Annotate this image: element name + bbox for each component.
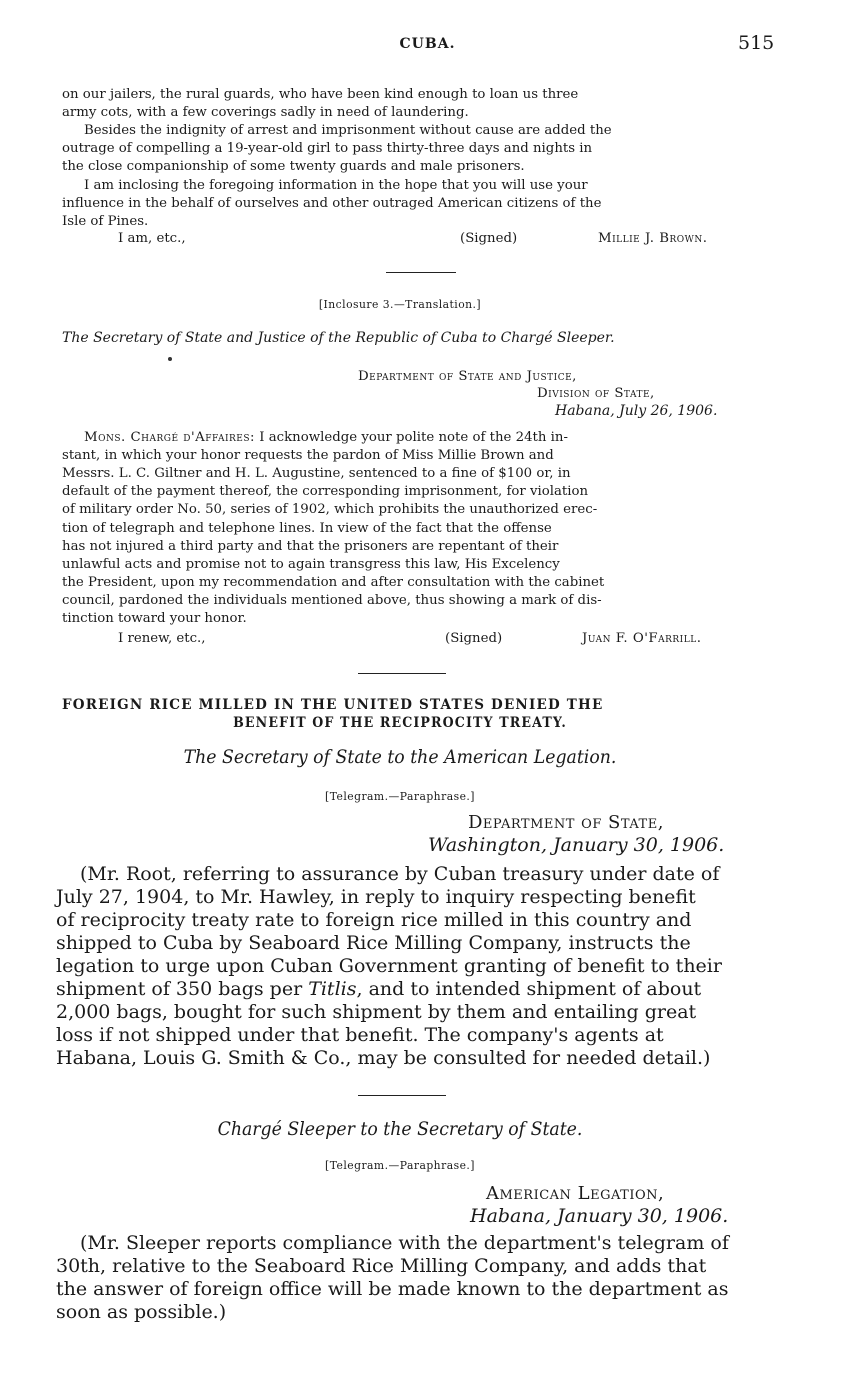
text-line: Besides the indignity of arrest and imprisonment without cause are added the: [84, 123, 612, 138]
address-line: Department of State and Justice,: [358, 369, 577, 384]
stray-dot: [168, 357, 172, 361]
text-span: shipment of 350 bags per: [56, 978, 309, 1000]
inclosure-caption: [Inclosure 3.—Translation.]: [318, 297, 482, 311]
text-line: has not injured a third party and that the prisoners are repentant of their: [62, 539, 559, 554]
text-line: the President, upon my recommendation and after consultation with the cabinet: [62, 575, 605, 590]
address-line: Department of State,: [468, 812, 664, 833]
separator-rule: [358, 1095, 446, 1096]
text-line: Isle of Pines.: [62, 214, 149, 229]
section-heading: BENEFIT OF THE RECIPROCITY TREATY.: [233, 715, 567, 731]
running-title: CUBA.: [399, 36, 456, 52]
text-line: Messrs. L. C. Giltner and H. L. Augustine, sentenced to a fine of $100 or, in: [62, 466, 571, 481]
signed-label: (Signed): [445, 631, 503, 646]
text-line: July 27, 1904, to Mr. Hawley, in reply to inquiry respecting benefit: [56, 886, 696, 908]
page-number: 515: [738, 32, 775, 54]
document-title: The Secretary of State to the American Legation.: [183, 747, 617, 768]
text-line: Habana, Louis G. Smith & Co., may be consulted for needed detail.): [56, 1047, 711, 1069]
text-line: tion of telegraph and telephone lines. In view of the fact that the offense: [62, 521, 552, 536]
closing: I renew, etc.,: [118, 631, 206, 646]
document-caption: [Telegram.—Paraphrase.]: [325, 789, 475, 803]
closing: I am, etc.,: [118, 231, 186, 246]
text-line: army cots, with a few coverings sadly in need of laundering.: [62, 105, 469, 120]
document-caption: [Telegram.—Paraphrase.]: [325, 1158, 475, 1172]
section-heading: FOREIGN RICE MILLED IN THE UNITED STATES DENIED THE: [62, 697, 604, 713]
text-line: influence in the behalf of ourselves and other outraged American citizens of the: [62, 196, 602, 211]
text-line: tinction toward your honor.: [62, 611, 247, 626]
text-line: (Mr. Root, referring to assurance by Cuban treasury under date of: [80, 863, 720, 885]
signed-label: (Signed): [460, 231, 518, 246]
text-span: I acknowledge your polite note of the 24th in-: [259, 430, 568, 445]
text-line: council, pardoned the individuals mentioned above, thus showing a mark of dis-: [62, 593, 602, 608]
text-line: outrage of compelling a 19-year-old girl to pass thirty-three days and nights in: [62, 141, 593, 156]
address-date: Habana, January 30, 1906.: [470, 1205, 729, 1227]
text-line: loss if not shipped under that benefit. The company's agents at: [56, 1024, 664, 1046]
salutation: Mons. Chargé d'Affaires:: [84, 430, 255, 445]
text-line: the answer of foreign office will be made known to the department as: [56, 1278, 729, 1300]
text-line: of reciprocity treaty rate to foreign rice milled in this country and: [56, 909, 692, 931]
text-line: 30th, relative to the Seaboard Rice Milling Company, and adds that: [56, 1255, 707, 1277]
address-date: Habana, July 26, 1906.: [555, 403, 718, 419]
text-line: [84, 429, 568, 447]
address-line: Division of State,: [537, 386, 655, 401]
ship-name: Titlis: [308, 978, 357, 1000]
address-line: American Legation,: [486, 1183, 665, 1204]
text-line: on our jailers, the rural guards, who have been kind enough to loan us three: [62, 87, 579, 102]
text-line: (Mr. Sleeper reports compliance with the department's telegram of: [80, 1232, 729, 1254]
separator-rule: [358, 673, 446, 674]
text-line: I am inclosing the foregoing information in the hope that you will use your: [84, 178, 588, 193]
separator-rule: [386, 272, 456, 273]
text-line: 2,000 bags, bought for such shipment by them and entailing great: [56, 1001, 697, 1023]
inclosure-title: The Secretary of State and Justice of the Republic of Cuba to Chargé Sleeper.: [62, 330, 615, 346]
text-line: [56, 978, 701, 1001]
text-line: the close companionship of some twenty guards and male prisoners.: [62, 159, 525, 174]
text-line: of military order No. 50, series of 1902, which prohibits the unauthorized erec-: [62, 502, 598, 517]
text-line: soon as possible.): [56, 1301, 227, 1323]
text-line: stant, in which your honor requests the pardon of Miss Millie Brown and: [62, 448, 554, 463]
text-line: default of the payment thereof, the corresponding imprisonment, for violation: [62, 484, 589, 499]
text-line: unlawful acts and promise not to again transgress this law, His Excelency: [62, 557, 560, 572]
text-span: , and to intended shipment of about: [356, 978, 702, 1000]
address-date: Washington, January 30, 1906.: [428, 834, 725, 856]
text-line: legation to urge upon Cuban Government granting of benefit to their: [56, 955, 722, 977]
document-title: Chargé Sleeper to the Secretary of State.: [217, 1119, 583, 1140]
signature: Juan F. O'Farrill.: [582, 631, 702, 646]
text-line: shipped to Cuba by Seaboard Rice Milling Company, instructs the: [56, 932, 691, 954]
signature: Millie J. Brown.: [598, 231, 708, 246]
